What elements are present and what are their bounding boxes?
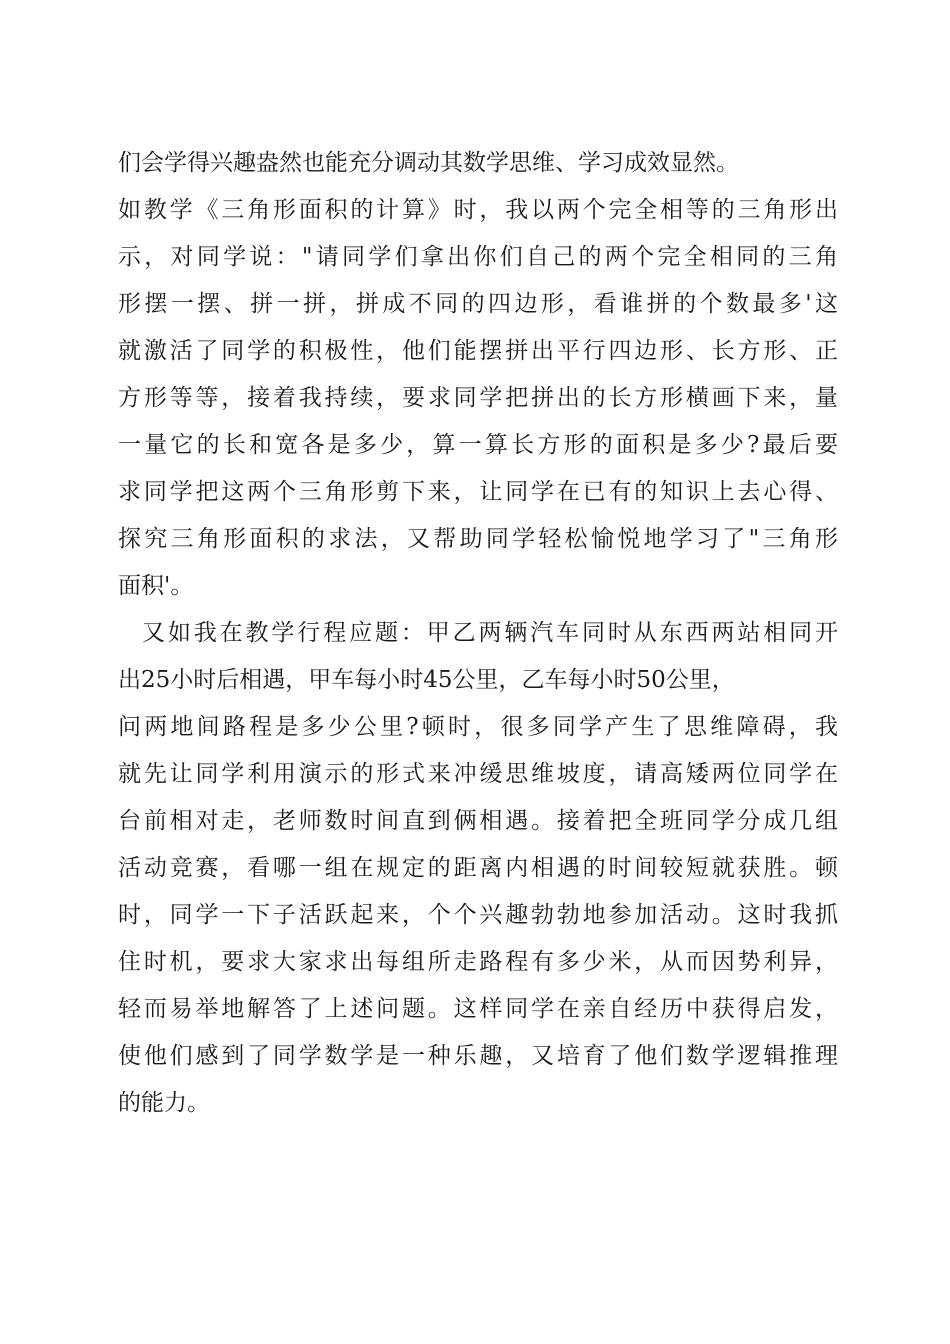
text-line: 形摆一摆、拼一拼，拼成不同的四边形，看谁拼的个数最多'这 — [118, 291, 838, 317]
text-line: 使他们感到了同学数学是一种乐趣，又培育了他们数学逻辑推理 — [118, 1043, 838, 1069]
text-line: 轻而易举地解答了上述问题。这样同学在亲自经历中获得启发， — [118, 996, 838, 1022]
text-line: 时，同学一下子活跃起来，个个兴趣勃勃地参加活动。这时我抓 — [118, 902, 838, 928]
text-line: 的能力。 — [118, 1090, 210, 1116]
text-line: 探究三角形面积的求法，又帮助同学轻松愉悦地学习了"三角形 — [118, 526, 838, 552]
text-line: 问两地间路程是多少公里?顿时，很多同学产生了思维障碍，我 — [118, 714, 838, 740]
text-line: 出25小时后相遇，甲车每小时45公里，乙车每小时50公里， — [118, 667, 735, 693]
text-line: 一量它的长和宽各是多少，算一算长方形的面积是多少?最后要 — [118, 432, 838, 458]
text-line: 方形等等，接着我持续，要求同学把拼出的长方形横画下来，量 — [118, 385, 838, 411]
text-line: 就激活了同学的积极性，他们能摆拼出平行四边形、长方形、正 — [118, 338, 838, 364]
text-line: 如教学《三角形面积的计算》时，我以两个完全相等的三角形出 — [118, 197, 838, 223]
text-line: 又如我在教学行程应题：甲乙两辆汽车同时从东西两站相同开 — [142, 620, 838, 646]
text-line: 面积'。 — [118, 573, 194, 599]
text-line: 们会学得兴趣盎然也能充分调动其数学思维、学习成效显然。 — [118, 150, 739, 176]
text-line: 求同学把这两个三角形剪下来，让同学在已有的知识上去心得、 — [118, 479, 838, 505]
text-line: 活动竞赛，看哪一组在规定的距离内相遇的时间较短就获胜。顿 — [118, 855, 838, 881]
text-line: 就先让同学利用演示的形式来冲缓思维坡度，请高矮两位同学在 — [118, 761, 838, 787]
text-line: 示，对同学说："请同学们拿出你们自己的两个完全相同的三角 — [118, 244, 838, 270]
text-line: 台前相对走，老师数时间直到俩相遇。接着把全班同学分成几组 — [118, 808, 838, 834]
text-line: 住时机，要求大家求出每组所走路程有多少米，从而因势利异， — [118, 949, 838, 975]
body-text — [118, 140, 838, 1127]
